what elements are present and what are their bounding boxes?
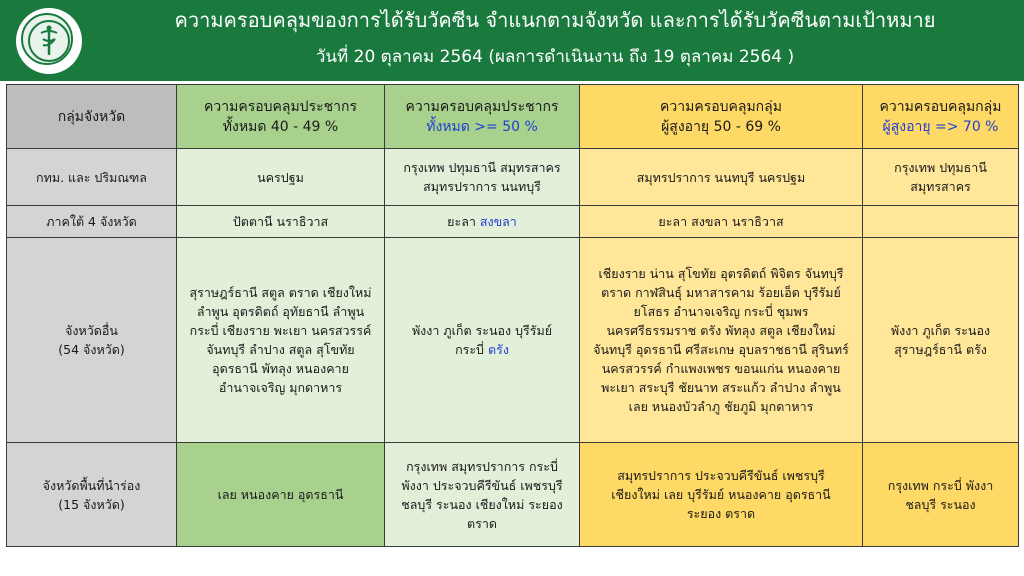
row-label: ภาคใต้ 4 จังหวัด bbox=[7, 206, 177, 238]
cell-text-highlight: สงขลา bbox=[479, 214, 517, 229]
table-row bbox=[7, 238, 1019, 443]
cell-line: เชียงราย น่าน สุโขทัย อุตรดิตถ์ พิจิตร จันทบุรี bbox=[598, 266, 844, 281]
cell-line: กรุงเทพ กระบี่ พังงา bbox=[887, 477, 994, 493]
cell-line: พะเยา สระบุรี ชัยนาท สระแก้ว ลำปาง ลำพูน bbox=[601, 380, 841, 395]
row-label-line: (15 จังหวัด) bbox=[58, 496, 125, 512]
cell-line: อุดรธานี พัทลุง หนองคาย bbox=[212, 361, 349, 376]
cell-line: กระบี่ เชียงราย พะเยา นครสวรรค์ bbox=[189, 323, 372, 338]
cell-line: จันทบุรี ลำปาง สตูล สุโขทัย bbox=[206, 342, 355, 357]
row-label bbox=[7, 238, 177, 443]
cell-text-highlight: ตรัง bbox=[487, 342, 509, 357]
table-cell bbox=[863, 149, 1019, 206]
col-header-line: ทั้งหมด 40 - 49 % bbox=[222, 118, 339, 135]
cell-line: จันทบุรี อุดรธานี ศรีสะเกษ อุบลราชธานี สุรินทร์ bbox=[593, 342, 849, 357]
col-header-line-highlight: ทั้งหมด >= 50 % bbox=[426, 118, 538, 135]
table-cell bbox=[863, 206, 1019, 238]
header-banner bbox=[0, 0, 1024, 81]
cell-line: พังงา ประจวบคีรีขันธ์ เพชรบุรี bbox=[401, 477, 563, 493]
table-cell: สมุทรปราการ นนทบุรี นครปฐม bbox=[580, 149, 863, 206]
cell-line: ลำพูน อุตรดิตถ์ อุทัยธานี ลำพูน bbox=[196, 304, 365, 319]
table-cell bbox=[385, 443, 580, 547]
col-header-line-highlight: ผู้สูงอายุ => 70 % bbox=[882, 118, 999, 135]
cell-line: สุราษฎร์ธานี ตรัง bbox=[894, 342, 987, 357]
cell-line: ยโสธร อำนาจเจริญ กระบี่ ชุมพร bbox=[633, 304, 809, 319]
col-header-line: ความครอบคลุมกลุ่ม bbox=[879, 98, 1002, 115]
cell-line: อำนาจเจริญ มุกดาหาร bbox=[218, 380, 343, 395]
row-label-line: (54 จังหวัด) bbox=[58, 342, 125, 357]
table-row bbox=[7, 443, 1019, 547]
cell-line: ตราด กาฬสินธุ์ มหาสารคาม ร้อยเอ็ด บุรีรัมย์ bbox=[601, 285, 841, 300]
cell-line: นครศรีธรรมราช ตรัง พัทลุง สตูล เชียงใหม่ bbox=[606, 323, 836, 338]
cell-line: เชียงใหม่ เลย บุรีรัมย์ หนองคาย อุดรธานี bbox=[611, 487, 831, 502]
table-header-row bbox=[7, 85, 1019, 149]
cell-line: ระยอง ตราด bbox=[686, 506, 756, 521]
col-header-group-label: กลุ่มจังหวัด bbox=[57, 108, 126, 125]
row-label bbox=[7, 443, 177, 547]
table-cell: ยะลา สงขลา นราธิวาส bbox=[580, 206, 863, 238]
col-header-elderly-50-69 bbox=[580, 85, 863, 149]
table-cell bbox=[385, 238, 580, 443]
table-cell bbox=[863, 443, 1019, 547]
col-header-line: ความครอบคลุมประชากร bbox=[204, 98, 357, 115]
cell-line: เลย หนองบัวลำภู ชัยภูมิ มุกดาหาร bbox=[628, 399, 814, 414]
page-title: ความครอบคลุมของการได้รับวัคซีน จำแนกตามจังหวัด และการได้รับวัคซีนตามเป้าหมาย bbox=[174, 8, 936, 32]
col-header-line: ความครอบคลุมประชากร bbox=[405, 98, 559, 115]
col-header-line: ความครอบคลุมกลุ่ม bbox=[660, 98, 782, 115]
table-cell: ปัตตานี นราธิวาส bbox=[177, 206, 385, 238]
table-cell bbox=[385, 206, 580, 238]
cell-line: สุราษฎร์ธานี สตูล ตราด เชียงใหม่ bbox=[189, 285, 372, 300]
cell-line: สมุทรสาคร bbox=[910, 179, 971, 194]
ministry-logo bbox=[16, 8, 82, 74]
coverage-table bbox=[6, 84, 1019, 547]
col-header-pop-50 bbox=[385, 85, 580, 149]
table-cell: เลย หนองคาย อุดรธานี bbox=[177, 443, 385, 547]
table-cell bbox=[177, 238, 385, 443]
cell-text: กระบี่ bbox=[455, 342, 484, 357]
cell-line: กรุงเทพ ปทุมธานี สมุทรสาคร bbox=[403, 160, 561, 175]
cell-line: นครสวรรค์ กำแพงเพชร ขอนแก่น หนองคาย bbox=[601, 361, 841, 376]
col-header-elderly-70 bbox=[863, 85, 1019, 149]
cell-line: พังงา ภูเก็ต ระนอง บุรีรัมย์ bbox=[411, 323, 553, 338]
cell-line: กรุงเทพ สมุทรปราการ กระบี่ bbox=[406, 458, 558, 474]
col-header-line: ผู้สูงอายุ 50 - 69 % bbox=[661, 118, 781, 135]
cell-line: พังงา ภูเก็ต ระนอง bbox=[890, 323, 991, 338]
table-cell: นครปฐม bbox=[177, 149, 385, 206]
cell-line-mixed bbox=[389, 340, 575, 359]
table-cell bbox=[580, 443, 863, 547]
row-label-line: จังหวัดอื่น bbox=[65, 323, 118, 338]
table-cell bbox=[580, 238, 863, 443]
col-header-pop-40-49 bbox=[177, 85, 385, 149]
cell-line: ชลบุรี ระนอง bbox=[905, 496, 976, 512]
cell-line: ตราด bbox=[467, 515, 497, 531]
table-cell bbox=[385, 149, 580, 206]
cell-line: ชลบุรี ระนอง เชียงใหม่ ระยอง bbox=[401, 496, 563, 512]
cell-line: สมุทรปราการ ประจวบคีรีขันธ์ เพชรบุรี bbox=[617, 468, 825, 483]
table-row bbox=[7, 206, 1019, 238]
page-subtitle: วันที่ 20 ตุลาคม 2564 (ผลการดำเนินงาน ถึง 19 ตุลาคม 2564 ) bbox=[315, 47, 795, 67]
row-label-line: จังหวัดพื้นที่นำร่อง bbox=[42, 477, 141, 493]
table-cell bbox=[863, 238, 1019, 443]
table-row bbox=[7, 149, 1019, 206]
cell-line: กรุงเทพ ปทุมธานี bbox=[894, 160, 987, 175]
row-label: กทม. และ ปริมณฑล bbox=[7, 149, 177, 206]
moph-seal-icon bbox=[27, 19, 71, 63]
cell-text: ยะลา bbox=[447, 214, 476, 229]
cell-line: สมุทรปราการ นนทบุรี bbox=[423, 179, 541, 194]
col-header-group bbox=[7, 85, 177, 149]
